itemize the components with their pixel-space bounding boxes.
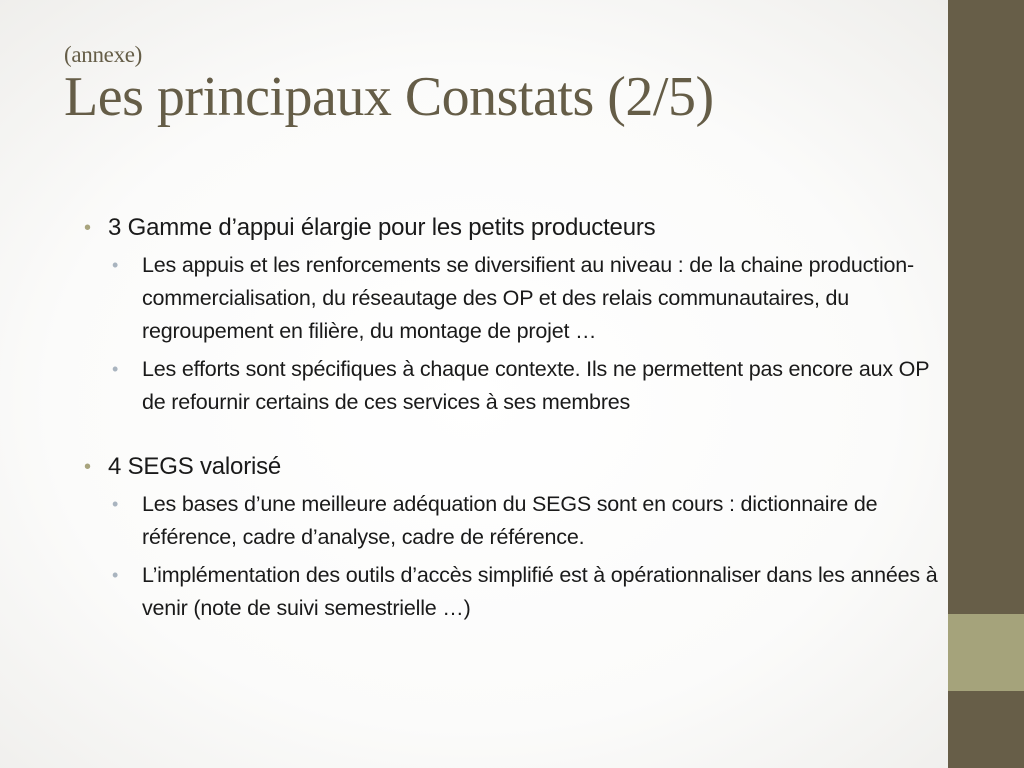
section-heading bbox=[84, 450, 944, 484]
slide-title-block bbox=[64, 40, 924, 126]
bullet-icon: • bbox=[112, 255, 119, 275]
slide-title-prefix: (annexe) bbox=[64, 42, 143, 67]
list-item-text: Les bases d’une meilleure adéquation du SEGS sont en cours : dictionnaire de référence, cadre d’analyse, cadre de référence. bbox=[142, 492, 878, 549]
list-item bbox=[112, 353, 942, 419]
section-heading-text: 4 SEGS valorisé bbox=[108, 453, 282, 480]
bullet-icon: • bbox=[84, 217, 91, 239]
slide-title: Les principaux Constats (2/5) bbox=[64, 66, 714, 128]
section-spacer bbox=[84, 424, 944, 450]
section-heading bbox=[84, 211, 944, 245]
list-item-text: Les efforts sont spécifiques à chaque contexte. Ils ne permettent pas encore aux OP de refournir certains de ces services à ses membres bbox=[142, 357, 929, 414]
list-item bbox=[112, 249, 942, 348]
section-heading-text: 3 Gamme d’appui élargie pour les petits producteurs bbox=[108, 214, 656, 241]
bullet-icon: • bbox=[112, 359, 119, 379]
bullet-icon: • bbox=[112, 565, 119, 585]
list-item bbox=[112, 488, 942, 554]
list-item bbox=[112, 559, 942, 625]
sidebar-accent-block bbox=[948, 614, 1024, 691]
list-item-text: Les appuis et les renforcements se diversifient au niveau : de la chaine production-commercialisation, du réseautage des OP et des relais communautaires, du regroupement en filière, du montage de projet … bbox=[142, 253, 914, 343]
bullet-icon: • bbox=[112, 494, 119, 514]
bullet-icon: • bbox=[84, 456, 91, 478]
list-item-text: L’implémentation des outils d’accès simplifié est à opérationnaliser dans les années à venir (note de suivi semestrielle …) bbox=[142, 563, 938, 620]
slide-body bbox=[84, 211, 944, 630]
